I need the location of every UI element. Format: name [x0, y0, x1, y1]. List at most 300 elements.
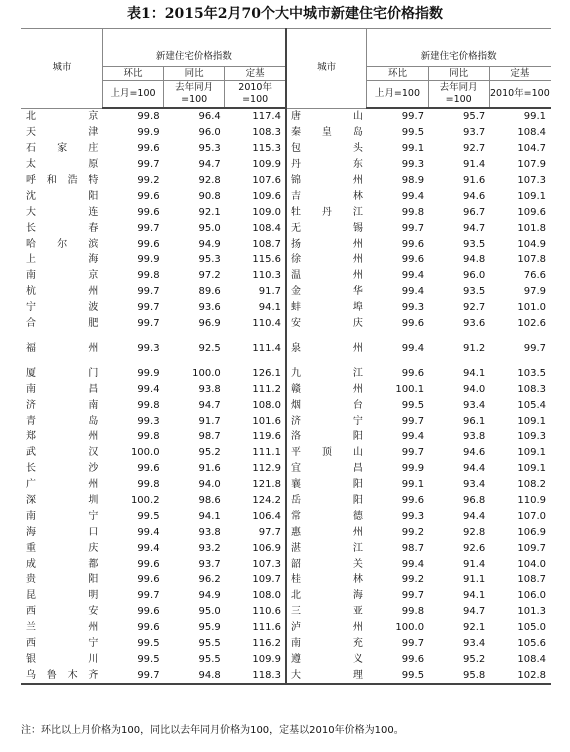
- yoy-cell-left: 96.9: [198, 318, 221, 330]
- mom-cell-left: 99.7: [137, 286, 160, 298]
- base-cell-right: 107.0: [517, 510, 546, 522]
- city-cell-left: [22, 429, 103, 445]
- city-name: 重庆: [26, 542, 99, 554]
- city-name: 武汉: [26, 447, 99, 459]
- yoy-cell-right: 95.2: [462, 653, 486, 665]
- base-cell-right: 101.3: [517, 606, 546, 618]
- yoy-cell-right: 94.7: [462, 606, 486, 618]
- city-name: 兰州: [26, 622, 99, 634]
- city-name: 无锡: [290, 222, 363, 234]
- base-cell-right: 109.3: [517, 431, 546, 443]
- mom-cell-right: 98.7: [401, 542, 425, 554]
- table-row: [22, 493, 551, 509]
- city-name: 呼和浩特: [26, 175, 99, 186]
- yoy-cell-right: 94.6: [462, 447, 486, 459]
- city-name: 金华: [290, 286, 363, 298]
- mom-cell-right: 99.4: [401, 190, 425, 202]
- city-cell-right: [286, 252, 367, 268]
- city-cell-left: [22, 220, 103, 236]
- mom-cell-left: 99.8: [137, 431, 160, 443]
- city-name: 牡丹江: [290, 206, 363, 218]
- mom-cell-left: 99.7: [137, 222, 160, 234]
- base-cell-right: 99.7: [523, 342, 546, 354]
- yoy-cell-left: 94.9: [198, 238, 221, 250]
- yoy-cell-right: 92.1: [462, 622, 486, 634]
- yoy-cell-left: 93.8: [198, 383, 221, 395]
- yoy-cell-right: 93.7: [462, 127, 486, 139]
- city-name: 西宁: [26, 638, 99, 650]
- city-name: 北海: [290, 590, 363, 602]
- city-name: 蚌埠: [290, 302, 363, 314]
- table-row: [22, 572, 551, 588]
- mom-cell-left: 99.4: [137, 383, 160, 395]
- city-cell-right: [286, 508, 367, 524]
- mom-cell-left: 99.6: [137, 206, 160, 218]
- base-cell-left: 126.1: [252, 367, 281, 379]
- table-row: [22, 620, 551, 636]
- city-name: 深圳: [26, 495, 99, 507]
- yoy-cell-right: 95.7: [462, 111, 486, 123]
- base-cell-left: 106.9: [252, 542, 281, 554]
- yoy-cell-left: 95.3: [198, 143, 221, 155]
- table-row: [22, 445, 551, 461]
- city-cell-right: [286, 477, 367, 493]
- city-name: 昆明: [26, 590, 99, 602]
- city-header-left: 城市: [22, 29, 103, 109]
- base-cell-left: 109.9: [252, 653, 281, 665]
- base-cell-right: 108.7: [517, 574, 546, 586]
- table-row: [22, 508, 551, 524]
- table-row: [22, 477, 551, 493]
- city-cell-left: [22, 540, 103, 556]
- city-name: 长春: [26, 222, 99, 234]
- base-cell-left: 108.0: [252, 399, 281, 411]
- base-cell-left: 111.6: [252, 622, 281, 634]
- city-cell-left: [22, 413, 103, 429]
- city-name: 南京: [26, 270, 99, 282]
- city-name: 南昌: [26, 383, 99, 395]
- mom-header-right: 环比: [367, 67, 428, 81]
- city-name: 广州: [26, 479, 99, 491]
- mom-cell-right: 99.6: [401, 254, 425, 266]
- city-name: 北京: [26, 111, 99, 123]
- mom-header-left: 环比: [102, 67, 163, 81]
- city-cell-right: [286, 141, 367, 157]
- city-name: 赣州: [290, 383, 363, 395]
- mom-cell-right: 99.8: [401, 606, 425, 618]
- yoy-cell-left: 96.4: [198, 111, 221, 123]
- mom-cell-right: 99.4: [401, 342, 425, 354]
- mom-cell-right: 99.1: [401, 479, 425, 491]
- city-cell-left: [22, 173, 103, 189]
- base-cell-left: 118.3: [225, 667, 286, 684]
- mom-cell-right: 99.6: [401, 653, 425, 665]
- mom-base-right: 上月=100: [367, 81, 428, 109]
- mom-cell-left: 99.6: [137, 606, 160, 618]
- mom-cell-right: 99.5: [401, 127, 425, 139]
- mom-cell-right: 99.3: [401, 159, 425, 171]
- mom-cell-right: 99.8: [401, 206, 425, 218]
- mom-cell-right: 99.7: [401, 222, 425, 234]
- base-cell-left: 107.3: [252, 558, 281, 570]
- base-cell-left: 110.6: [252, 606, 281, 618]
- yoy-cell-left: 100.0: [192, 367, 221, 379]
- mom-cell-right: 99.7: [401, 638, 425, 650]
- yoy-cell-left: 95.5: [198, 653, 221, 665]
- city-cell-left: [22, 556, 103, 572]
- table-row: [22, 220, 551, 236]
- yoy-cell-right: 96.1: [462, 415, 486, 427]
- yoy-cell-right: 94.0: [462, 383, 486, 395]
- base-cell-right: 101.0: [517, 302, 546, 314]
- yoy-cell-right: 92.7: [462, 143, 486, 155]
- city-name: 杭州: [26, 286, 99, 298]
- city-name: 泸州: [290, 622, 363, 634]
- table-row: [22, 381, 551, 397]
- mom-cell-left: 99.8: [137, 479, 160, 491]
- base-cell-left: 91.7: [258, 286, 281, 298]
- mom-cell-left: 99.2: [137, 175, 160, 186]
- base-cell-right: 104.9: [517, 238, 546, 250]
- yoy-cell-left: 92.8: [198, 175, 221, 186]
- yoy-cell-left: 97.2: [198, 270, 221, 282]
- mom-cell-right: 99.6: [401, 238, 425, 250]
- city-name: 济宁: [290, 415, 363, 427]
- city-name: 襄阳: [290, 479, 363, 491]
- city-name: 厦门: [26, 367, 99, 379]
- mom-cell-left: 99.6: [137, 574, 160, 586]
- table-row: [22, 652, 551, 668]
- base-cell-right: 108.3: [517, 383, 546, 395]
- table-row: [22, 365, 551, 381]
- city-name: 泉州: [290, 342, 363, 354]
- table-title: 表1：2015年2月70个大中城市新建住宅价格指数: [127, 6, 443, 22]
- base-cell-left: 106.4: [252, 510, 281, 522]
- yoy-cell-right: 94.4: [462, 463, 486, 475]
- yoy-cell-left: 94.9: [198, 590, 221, 602]
- base-cell-right: 105.6: [517, 638, 546, 650]
- city-cell-right: [286, 556, 367, 572]
- city-cell-right: [286, 300, 367, 316]
- table-row: [22, 397, 551, 413]
- table-row: [22, 188, 551, 204]
- base-cell-left: 117.4: [252, 111, 281, 123]
- city-cell-right: [286, 572, 367, 588]
- city-cell-left: [22, 284, 103, 300]
- mom-cell-left: 99.7: [137, 318, 160, 330]
- table-row: [22, 413, 551, 429]
- city-cell-right: [286, 157, 367, 173]
- city-name: 福州: [26, 342, 99, 354]
- city-name: 桂林: [290, 574, 363, 586]
- city-cell-left: [22, 316, 103, 332]
- mom-cell-right: 99.3: [401, 302, 425, 314]
- base-cell-right: 106.9: [517, 526, 546, 538]
- city-cell-right: [286, 381, 367, 397]
- yoy-cell-left: 94.7: [198, 399, 221, 411]
- mom-cell-left: 99.4: [137, 542, 160, 554]
- table-row: [22, 157, 551, 173]
- yoy-cell-left: 94.8: [164, 667, 225, 684]
- base-header-right: 定基: [489, 67, 550, 81]
- yoy-cell-left: 96.2: [198, 574, 221, 586]
- city-cell-right: [286, 236, 367, 252]
- table-row: [22, 556, 551, 572]
- base-cell-right: 107.8: [517, 254, 546, 266]
- city-cell-left: [22, 236, 103, 252]
- base-cell-left: 112.9: [252, 463, 281, 475]
- mom-cell-right: 98.9: [401, 175, 425, 186]
- mom-cell-left: 99.3: [137, 342, 160, 354]
- yoy-cell-left: 98.7: [198, 431, 221, 443]
- city-name: 安庆: [290, 318, 363, 330]
- city-cell-left: [22, 188, 103, 204]
- yoy-cell-right: 92.7: [462, 302, 486, 314]
- table-row: [22, 331, 551, 365]
- mom-base-left: 上月=100: [102, 81, 163, 109]
- mom-cell-left: 99.3: [137, 415, 160, 427]
- group-header-right: 新建住宅价格指数: [367, 29, 551, 67]
- table-row: [22, 461, 551, 477]
- yoy-cell-right: 93.6: [462, 318, 486, 330]
- mom-cell-right: 99.6: [401, 318, 425, 330]
- city-cell-left: [22, 477, 103, 493]
- yoy-cell-right: 92.6: [462, 542, 486, 554]
- table-row: [22, 173, 551, 189]
- base-cell-right: 105.0: [517, 622, 546, 634]
- base-cell-right: 105.4: [517, 399, 546, 411]
- yoy-cell-left: 95.3: [198, 254, 221, 266]
- city-cell-right: [286, 397, 367, 413]
- base-cell-right: 108.2: [517, 479, 546, 491]
- yoy-cell-right: 96.0: [462, 270, 486, 282]
- base-cell-left: 108.0: [252, 590, 281, 602]
- base-cell-right: 109.1: [517, 463, 546, 475]
- yoy-cell-left: 91.6: [198, 463, 221, 475]
- price-index-table: [21, 28, 551, 685]
- city-cell-left: [22, 652, 103, 668]
- city-name: 岳阳: [290, 495, 363, 507]
- yoy-cell-left: 95.9: [198, 622, 221, 634]
- city-cell-left: [22, 381, 103, 397]
- city-name: 海口: [26, 526, 99, 538]
- city-name: 合肥: [26, 318, 99, 330]
- base-cell-left: 101.6: [252, 415, 281, 427]
- mom-cell-left: 99.7: [137, 590, 160, 602]
- yoy-cell-right: 94.1: [462, 367, 486, 379]
- city-cell-right: [286, 636, 367, 652]
- mom-cell-right: 99.3: [401, 510, 425, 522]
- table-row: [22, 636, 551, 652]
- city-cell-left: [22, 365, 103, 381]
- table-row: [22, 316, 551, 332]
- mom-cell-left: 99.6: [137, 143, 160, 155]
- city-name: 西安: [26, 606, 99, 618]
- city-name: 惠州: [290, 526, 363, 538]
- yoy-cell-right: 93.4: [462, 638, 486, 650]
- yoy-cell-left: 94.1: [198, 510, 221, 522]
- mom-cell-left: 99.6: [137, 238, 160, 250]
- yoy-cell-left: 95.5: [198, 638, 221, 650]
- city-name: 哈尔滨: [26, 238, 99, 250]
- yoy-header-right: 同比: [428, 67, 489, 81]
- base-cell-left: 109.6: [252, 190, 281, 202]
- city-cell-right: [286, 108, 367, 125]
- base-cell-right: 101.8: [517, 222, 546, 234]
- mom-cell-left: 99.8: [137, 270, 160, 282]
- mom-cell-left: 99.4: [137, 526, 160, 538]
- base-cell-right: 108.4: [517, 653, 546, 665]
- base-cell-right: 109.6: [517, 206, 546, 218]
- mom-cell-right: 99.7: [401, 447, 425, 459]
- yoy-base-left: 去年同月=100: [164, 81, 225, 109]
- city-name: 大理: [290, 669, 363, 681]
- yoy-cell-right: 96.8: [462, 495, 486, 507]
- table-row: [22, 604, 551, 620]
- yoy-cell-right: 93.8: [462, 431, 486, 443]
- city-cell-right: [286, 173, 367, 189]
- city-name: 丹东: [290, 159, 363, 171]
- mom-cell-left: 99.9: [137, 367, 160, 379]
- base-header-left: 定基: [225, 67, 286, 81]
- mom-cell-right: 99.4: [401, 431, 425, 443]
- base-cell-right: 107.3: [517, 175, 546, 186]
- city-name: 成都: [26, 558, 99, 570]
- city-cell-left: [22, 636, 103, 652]
- city-name: 锦州: [290, 175, 363, 186]
- table-row: [22, 141, 551, 157]
- city-cell-right: [286, 365, 367, 381]
- yoy-base-right: 去年同月=100: [428, 81, 489, 109]
- base-cell-left: 116.2: [252, 638, 281, 650]
- city-cell-left: [22, 108, 103, 125]
- city-cell-left: [22, 588, 103, 604]
- yoy-cell-left: 93.6: [198, 302, 221, 314]
- yoy-cell-left: 90.8: [198, 190, 221, 202]
- city-name: 烟台: [290, 399, 363, 411]
- mom-cell-left: 99.6: [137, 463, 160, 475]
- mom-cell-right: 100.0: [395, 622, 425, 634]
- base-cell-right: 109.1: [517, 415, 546, 427]
- yoy-cell-right: 94.4: [462, 510, 486, 522]
- mom-cell-right: 99.6: [401, 495, 425, 507]
- city-name: 平顶山: [290, 447, 363, 459]
- city-cell-left: [22, 572, 103, 588]
- base-cell-right: 102.6: [517, 318, 546, 330]
- yoy-cell-left: 89.6: [198, 286, 221, 298]
- city-name: 遵义: [290, 653, 363, 665]
- base-cell-right: 109.7: [517, 542, 546, 554]
- mom-cell-right: 99.7: [401, 415, 425, 427]
- mom-cell-right: 99.2: [401, 526, 425, 538]
- base-cell-right: 106.0: [517, 590, 546, 602]
- yoy-cell-right: 94.8: [462, 254, 486, 266]
- city-cell-right: [286, 620, 367, 636]
- base-cell-right: 108.4: [517, 127, 546, 139]
- city-name: 三亚: [290, 606, 363, 618]
- table-row: [22, 125, 551, 141]
- base-cell-left: 110.4: [252, 318, 281, 330]
- city-name: 徐州: [290, 254, 363, 266]
- yoy-cell-right: 94.7: [462, 222, 486, 234]
- mom-cell-left: 99.5: [137, 638, 160, 650]
- mom-cell-left: 99.9: [137, 127, 160, 139]
- yoy-cell-right: 91.1: [462, 574, 486, 586]
- yoy-cell-left: 94.7: [198, 159, 221, 171]
- mom-cell-right: 99.6: [401, 367, 425, 379]
- city-name: 宜昌: [290, 463, 363, 475]
- city-cell-right: [286, 220, 367, 236]
- city-cell-left: [22, 300, 103, 316]
- table-row: [22, 667, 551, 684]
- city-name: 太原: [26, 159, 99, 171]
- yoy-cell-right: 93.4: [462, 399, 486, 411]
- base-cell-left: 110.3: [252, 270, 281, 282]
- city-cell-right: [286, 316, 367, 332]
- base-cell-left: 115.3: [252, 143, 281, 155]
- city-name: 石家庄: [26, 143, 99, 155]
- city-name: 吉林: [290, 190, 363, 202]
- city-cell-left: [22, 397, 103, 413]
- base-cell-left: 108.4: [252, 222, 281, 234]
- base-base-left: 2010年=100: [225, 81, 286, 109]
- base-cell-left: 108.7: [252, 238, 281, 250]
- mom-cell-left: 99.7: [102, 667, 163, 684]
- city-name: 济南: [26, 399, 99, 411]
- base-cell-right: 104.7: [517, 143, 546, 155]
- base-cell-left: 119.6: [252, 431, 281, 443]
- yoy-cell-left: 95.0: [198, 606, 221, 618]
- city-name: 洛阳: [290, 431, 363, 443]
- base-cell-left: 121.8: [252, 479, 281, 491]
- city-cell-left: [22, 508, 103, 524]
- mom-cell-right: 99.7: [401, 590, 425, 602]
- city-name: 长沙: [26, 463, 99, 475]
- city-cell-right: [286, 667, 367, 684]
- mom-cell-left: 99.8: [137, 399, 160, 411]
- base-cell-right: 110.9: [517, 495, 546, 507]
- mom-cell-left: 100.2: [130, 495, 160, 507]
- yoy-cell-left: 96.0: [198, 127, 221, 139]
- table-body: [22, 108, 551, 684]
- city-cell-left: [22, 331, 103, 365]
- mom-cell-right: 99.4: [401, 286, 425, 298]
- base-cell-left: 97.7: [258, 526, 281, 538]
- mom-cell-left: 99.9: [137, 254, 160, 266]
- table-row: [22, 284, 551, 300]
- base-cell-left: 109.7: [252, 574, 281, 586]
- table-row: [22, 204, 551, 220]
- table-row: [22, 429, 551, 445]
- base-cell-right: 103.5: [517, 367, 546, 379]
- base-cell-left: 94.1: [258, 302, 281, 314]
- city-header-right: 城市: [286, 29, 367, 109]
- yoy-header-left: 同比: [164, 67, 225, 81]
- yoy-cell-left: 92.5: [198, 342, 221, 354]
- base-cell-right: 97.9: [523, 286, 546, 298]
- base-cell-left: 107.6: [252, 175, 281, 186]
- city-cell-right: [286, 524, 367, 540]
- yoy-cell-right: 96.7: [462, 206, 486, 218]
- city-cell-left: [22, 604, 103, 620]
- yoy-cell-right: 93.4: [462, 479, 486, 491]
- base-cell-left: 109.9: [252, 159, 281, 171]
- city-name: 九江: [290, 367, 363, 379]
- table-row: [22, 524, 551, 540]
- base-cell-left: 124.2: [252, 495, 281, 507]
- mom-cell-right: 99.1: [401, 143, 425, 155]
- mom-cell-right: 99.4: [401, 558, 425, 570]
